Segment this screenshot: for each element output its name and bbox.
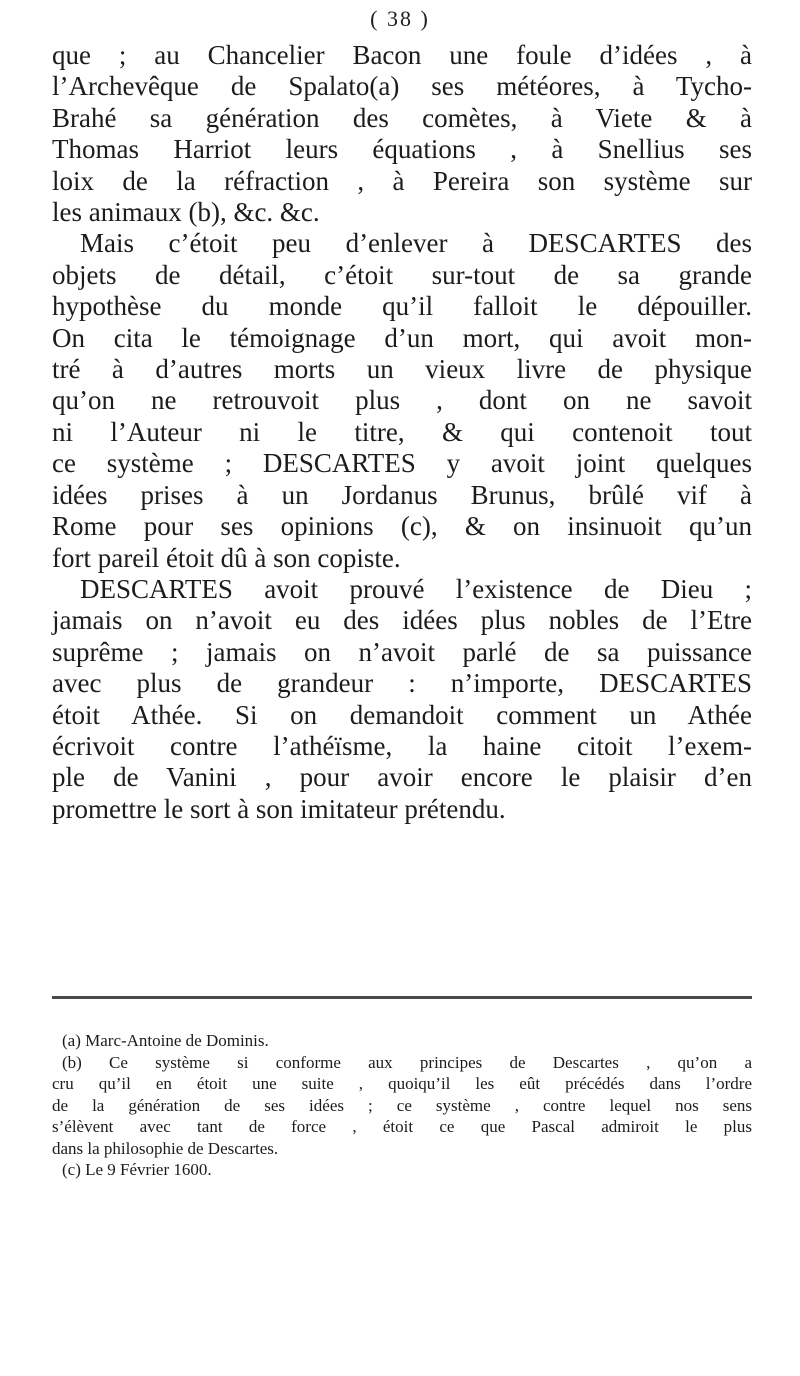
text-line: Brahé sa génération des comètes, à Viete & à <box>52 102 752 133</box>
text-line: que ; au Chancelier Bacon une foule d’idées , à <box>52 40 752 70</box>
main-text <box>52 40 752 825</box>
text-line: ce système ; DESCARTES y avoit joint quelques <box>52 448 752 479</box>
text-line: les animaux (b), &c. &c. <box>52 197 320 228</box>
text-line: qu’on ne retrouvoit plus , dont on ne savoit <box>52 385 752 416</box>
footnote-line: s’élèvent avec tant de force , étoit ce que Pascal admiroit le plus <box>52 1117 752 1136</box>
text-line: On cita le témoignage d’un mort, qui avoit mon- <box>52 322 752 353</box>
text-line: Thomas Harriot leurs équations , à Snellius ses <box>52 134 752 165</box>
footnotes <box>52 1030 752 1181</box>
footnote-line: de la génération de ses idées ; ce système , contre lequel nos sens <box>52 1095 752 1115</box>
text-line: l’Archevêque de Spalato(a) ses météores, à Tycho- <box>52 71 752 102</box>
text-line: loix de la réfraction , à Pereira son système sur <box>52 165 752 196</box>
text-line: étoit Athée. Si on demandoit comment un Athée <box>52 699 752 730</box>
text-line: Mais c’étoit peu d’enlever à DESCARTES des <box>80 228 752 259</box>
footnote-line: (b) Ce système si conforme aux principes de Descartes , qu’on a <box>62 1052 752 1072</box>
text-line: ni l’Auteur ni le titre, & qui contenoit tout <box>52 416 752 447</box>
text-line: avec plus de grandeur : n’importe, DESCARTES <box>52 668 752 699</box>
text-line: hypothèse du monde qu’il falloit le dépouiller. <box>52 291 752 322</box>
text-line: jamais on n’avoit eu des idées plus nobles de l’Etre <box>52 605 752 636</box>
text-line: fort pareil étoit dû à son copiste. <box>52 542 401 573</box>
text-line: idées prises à un Jordanus Brunus, brûlé vif à <box>52 479 752 510</box>
footnote-line: cru qu’il en étoit une suite , quoiqu’il les eût précédés dans l’ordre <box>52 1074 752 1093</box>
footnote-line: (a) Marc-Antoine de Dominis. <box>62 1031 269 1050</box>
footnote-line: dans la philosophie de Descartes. <box>52 1138 279 1158</box>
text-line: DESCARTES avoit prouvé l’existence de Dieu ; <box>80 573 752 604</box>
text-line: objets de détail, c’étoit sur-tout de sa grande <box>52 259 752 290</box>
text-line: ple de Vanini , pour avoir encore le plaisir d’en <box>52 762 752 793</box>
page-number: ( 38 ) <box>370 6 430 31</box>
footnote-line: (c) Le 9 Février 1600. <box>62 1160 212 1179</box>
text-line: suprême ; jamais on n’avoit parlé de sa puissance <box>52 636 752 667</box>
footnote-separator-rule <box>52 996 752 999</box>
text-line: tré à d’autres morts un vieux livre de physique <box>52 354 752 385</box>
text-line: promettre le sort à son imitateur prétendu. <box>52 793 506 824</box>
text-line: Rome pour ses opinions (c), & on insinuoit qu’un <box>52 511 752 542</box>
text-line: écrivoit contre l’athéïsme, la haine citoit l’exem- <box>52 730 752 761</box>
